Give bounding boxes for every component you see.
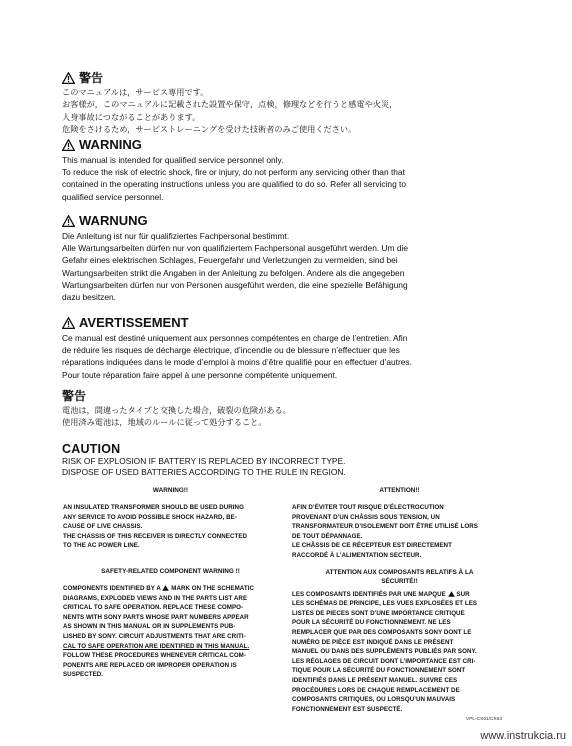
text-line: THE CHASSIS OF THIS RECEIVER IS DIRECTLY CONNECTED (63, 532, 248, 540)
text-line: NUMÉRO DE PIÈCE EST INDIQUÉ DANS LE PRÉSENT (292, 638, 454, 646)
text-line: AFIN D’ÉVITER TOUT RISQUE D’ÉLECTROCUTION (292, 504, 444, 511)
text-line: Wartungsarbeiten dürfen nur von Personen ausgeführt werden, die eine spezielle Befähigung (62, 279, 408, 290)
model-code: VPL-CX61/CX63 (466, 717, 502, 722)
text-line: LES RÉGLAGES DE CIRCUIT DONT L’IMPORTANCE EST CRI- (292, 657, 476, 665)
text-line: MANUEL OU DANS DES SUPPLÉMENTS PUBLIÉS PAR SONY. (292, 648, 477, 656)
text-line: COMPOSANTS CRITIQUES, OU LORSQU’UN MAUVAIS (292, 696, 456, 704)
jp-battery-title: 警告 (62, 389, 87, 403)
fr-warning-section (62, 315, 512, 381)
right-column (292, 486, 507, 714)
warning-triangle-icon (62, 317, 75, 329)
text-line: LISTES DE PIECES SONT D’UNE IMPORTANCE CRITIQUE (292, 609, 465, 617)
fr-warning-body (62, 332, 512, 381)
de-warning-body (62, 230, 512, 303)
jp-warning-title: 警告 (62, 70, 512, 86)
text-line: COMPONENTS IDENTIFIED BY A MARK ON THE SCHEMATIC (63, 584, 254, 592)
text-line: CAL TO SAFE OPERATION ARE IDENTIFIED IN THIS MANUAL. (63, 642, 250, 650)
text-line: IDENTIFIÉS DANS LE PRÉSENT MANUEL. SUIVRE CES (292, 676, 458, 684)
text-line: PROVENANT D’UN CHÂSSIS SOUS TENSION, UN (292, 513, 440, 521)
text-line: contained in the operating instructions unless you are qualified to do so. Refer all servicing to (62, 179, 407, 190)
text-line: LES COMPOSANTS IDENTIFIÉS PAR UNE MAPQUE SUR (292, 590, 470, 598)
caution-section (62, 442, 512, 478)
text-line: FOLLOW THESE PROCEDURES WHENEVER CRITICAL COM- (63, 652, 246, 660)
watermark: www.instrukcia.ru (480, 730, 566, 742)
text-line: 人身事故につながることがあります。 (62, 112, 201, 122)
safety-head: SAFETY-RELATED COMPONENT WARNING !! (101, 567, 240, 575)
text-line: DE TOUT DÉPANNAGE. (292, 532, 363, 540)
text-line: AN INSULATED TRANSFORMER SHOULD BE USED DURING (63, 504, 244, 511)
text-line: NENTS WITH SONY PARTS WHOSE PART NUMBERS APPEAR (63, 613, 249, 621)
text-line: qualified service personnel. (62, 191, 164, 202)
caution-title: CAUTION (62, 442, 121, 456)
text-line: AS SHOWN IN THIS MANUAL OR IN SUPPLEMENTS PUB- (63, 623, 236, 631)
text-line: To reduce the risk of electric shock, fire or injury, do not perform any servicing other than that (62, 167, 405, 178)
text-line: REMPLACER QUE PAR DES COMPOSANTS SONY DONT LE (292, 628, 472, 636)
text-line: This manual is intended for qualified service personnel only. (62, 155, 284, 165)
safety-body (63, 584, 278, 680)
de-warning-section (62, 213, 512, 303)
text-line: RISK OF EXPLOSION IF BATTERY IS REPLACED BY INCORRECT TYPE. (62, 456, 346, 466)
jp-battery-body (62, 405, 512, 430)
text-line: SUSPECTED. (63, 671, 104, 679)
text-line: LE CHÂSSIS DE CE RÉCEPTEUR EST DIRECTEMENT (292, 542, 452, 550)
jp-warning-section (62, 70, 512, 137)
text-line: このマニュアルは，サービス専用です。 (62, 88, 209, 97)
text-line: TRANSFORMATEUR D’ISOLEMENT DOIT ÊTRE UTILISÉ LORS (292, 523, 478, 531)
en-warning-body (62, 154, 512, 203)
text-line: CAUSE OF LIVE CHASSIS. (63, 523, 143, 531)
left-column (63, 486, 278, 680)
text-line: LES SCHÉMAS DE PRINCIPE, LES VUES EXPLOSÉES ET LES (292, 600, 478, 608)
composants-head-2: SÉCURITÉ!! (381, 577, 418, 585)
text-line: Die Anleitung ist nur für qualifiziertes Fachpersonal bestimmt. (62, 231, 290, 241)
warning-head: WARNING!! (152, 487, 189, 494)
text-line: Ce manual est destiné uniquement aux personnes compétentes en charge de l’entretien. Afin (62, 333, 408, 343)
text-line: 危険をさけるため，サービストレーニングを受けた技術者のみご使用ください。 (62, 125, 357, 135)
fr-warning-title: AVERTISSEMENT (62, 315, 512, 331)
text-line: TO THE AC POWER LINE. (63, 542, 140, 550)
text-line: de réduire les risques de décharge électrique, d’incendie ou de blessure n’effectuer que les (62, 345, 400, 356)
text-line: PROCÉDURES LORS DE CHAQUE REMPLACEMENT DE (292, 686, 460, 694)
text-line: CRITICAL TO SAFE OPERATION. REPLACE THESE COMPO- (63, 604, 244, 612)
attention-head: ATTENTION!! (379, 487, 420, 494)
text-line: PONENTS ARE REPLACED OR IMPROPER OPERATION IS (63, 661, 237, 669)
de-warning-title: WARNUNG (62, 213, 512, 229)
warning-body (63, 503, 278, 551)
en-warning-section (62, 137, 512, 203)
jp-warning-body (62, 87, 512, 137)
warning-triangle-icon (62, 72, 75, 84)
warning-triangle-icon (162, 585, 169, 591)
text-line: DISPOSE OF USED BATTERIES ACCORDING TO THE RULE IN REGION. (62, 467, 346, 477)
text-line: Gefahr eines elektrischen Schlages, Feuergefahr und Verletzungen zu vermeiden, sind bei (62, 255, 398, 266)
attention-body (292, 503, 507, 561)
composants-body (292, 590, 507, 715)
warning-triangle-icon (62, 215, 75, 227)
text-line: お客様が，このマニュアルに記載された設置や保守，点検，修理などを行うと感電や火災， (62, 100, 398, 110)
warning-triangle-icon (448, 591, 455, 597)
text-line: Wartungsarbeiten strikt die Angaben in der Anleitung zu befolgen. Andere als die angegeben (62, 267, 405, 278)
text-line: DIAGRAMS, EXPLODED VIEWS AND IN THE PARTS LIST ARE (63, 594, 248, 602)
en-warning-title: WARNING (62, 137, 512, 153)
text-line: 電池は，間違ったタイプと交換した場合，破裂の危険がある。 (62, 406, 291, 415)
composants-head-1: ATTENTION AUX COMPOSANTS RELATIFS À LA (325, 568, 474, 576)
text-line: 使用済み電池は，地域のルールに従って処分すること。 (62, 418, 267, 428)
text-line: LISHED BY SONY. CIRCUIT ADJUSTMENTS THAT ARE CRITI- (63, 632, 246, 640)
text-line: dazu besitzen. (62, 292, 117, 303)
text-line: RACCORDÉ À L’ALIMENTATION SECTEUR. (292, 551, 422, 559)
text-line: POUR LA SÉCURITÉ DU FONCTIONNEMENT. NE LES (292, 619, 451, 627)
text-line: Alle Wartungsarbeiten dürfen nur von qualifiziertem Fachpersonal ausgeführt werden. Um die (62, 243, 409, 254)
text-line: Pour toute réparation faire appel à une personne compétente uniquement. (62, 369, 338, 380)
text-line: réparations indiquées dans le mode d’emploi à moins d’être qualifié pour en effectuer d’autres. (62, 357, 412, 368)
text-line: TIQUE POUR LA SÉCURITÉ DU FONCTIONNEMENT SONT (292, 667, 466, 675)
jp-battery-section (62, 388, 512, 430)
text-line: FONCTIONNEMENT EST SUSPECTÉ. (292, 705, 403, 713)
text-line: ANY SERVICE TO AVOID POSSIBLE SHOCK HAZARD, BE- (63, 513, 237, 521)
warning-triangle-icon (62, 139, 75, 151)
